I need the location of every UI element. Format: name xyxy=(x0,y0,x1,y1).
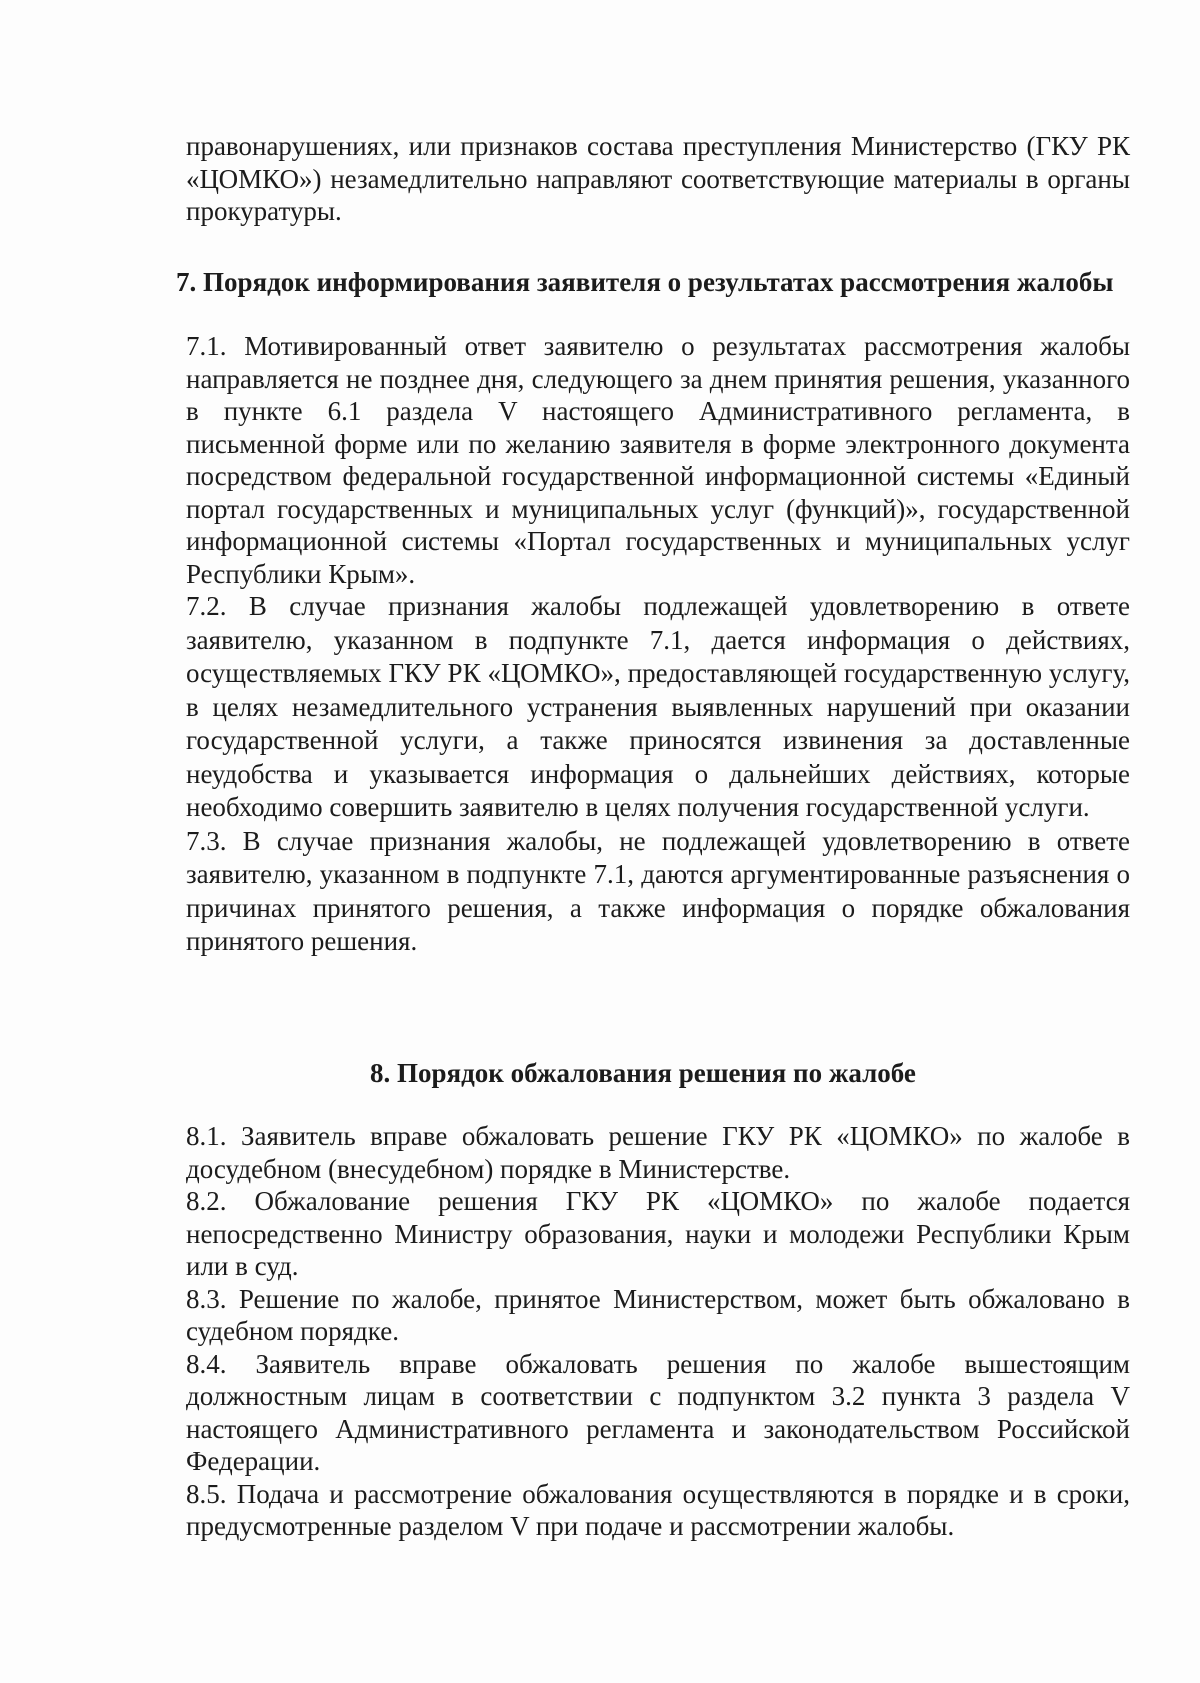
paragraph-7-3: 7.3. В случае признания жалобы, не подлежащей удовлетворению в ответе заявителю, указанном в подпункте 7.1, даются аргументированные разъяснения о причинах принятого решения, а также информация о порядке обжалования принятого решения. xyxy=(186,825,1130,956)
paragraph-8-4: 8.4. Заявитель вправе обжаловать решения по жалобе вышестоящим должностным лицам в соответствии с подпунктом 3.2 пункта 3 раздела V настоящего Административного регламента и законодательством Российской Федерации. xyxy=(186,1348,1130,1476)
section-7-heading: 7. Порядок информирования заявителя о результатах рассмотрения жалобы xyxy=(176,267,1114,297)
section-8-heading: 8. Порядок обжалования решения по жалобе xyxy=(370,1058,916,1088)
paragraph-8-1: 8.1. Заявитель вправе обжаловать решение ГКУ РК «ЦОМКО» по жалобе в досудебном (внесудебном) порядке в Министерстве. xyxy=(186,1121,1130,1184)
section-7-body xyxy=(186,330,1130,959)
paragraph-8-3: 8.3. Решение по жалобе, принятое Министерством, может быть обжаловано в судебном порядке. xyxy=(186,1283,1130,1346)
paragraph-8-2: 8.2. Обжалование решения ГКУ РК «ЦОМКО» по жалобе подается непосредственно Министру образования, науки и молодежи Республики Крым или в суд. xyxy=(186,1186,1130,1281)
section-8-body xyxy=(186,1120,1130,1543)
paragraph-7-2: 7.2. В случае признания жалобы подлежащей удовлетворению в ответе заявителю, указанном в подпункте 7.1, дается информация о действиях, осуществляемых ГКУ РК «ЦОМКО», предоставляющей государственную услугу, в целях незамедлительного устранения выявленных нарушений при оказании государственной услуги, а также приносятся извинения за доставленные неудобства и указывается информация о дальнейших действиях, которые необходимо совершить заявителю в целях получения государственной услуги. xyxy=(186,591,1130,822)
intro-paragraph: правонарушениях, или признаков состава преступления Министерство (ГКУ РК «ЦОМКО») незамедлительно направляют соответствующие материалы в органы прокуратуры. xyxy=(186,131,1130,226)
paragraph-8-5: 8.5. Подача и рассмотрение обжалования осуществляются в порядке и в сроки, предусмотренные разделом V при подаче и рассмотрении жалобы. xyxy=(186,1478,1130,1541)
paragraph-7-1: 7.1. Мотивированный ответ заявителю о результатах рассмотрения жалобы направляется не позднее дня, следующего за днем принятия решения, указанного в пункте 6.1 раздела V настоящего Административного регламента, в письменной форме или по желанию заявителя в форме электронного документа посредством федеральной государственной информационной системы «Единый портал государственных и муниципальных услуг (функций)», государственной информационной системы «Портал государственных и муниципальных услуг Республики Крым». xyxy=(186,331,1130,589)
